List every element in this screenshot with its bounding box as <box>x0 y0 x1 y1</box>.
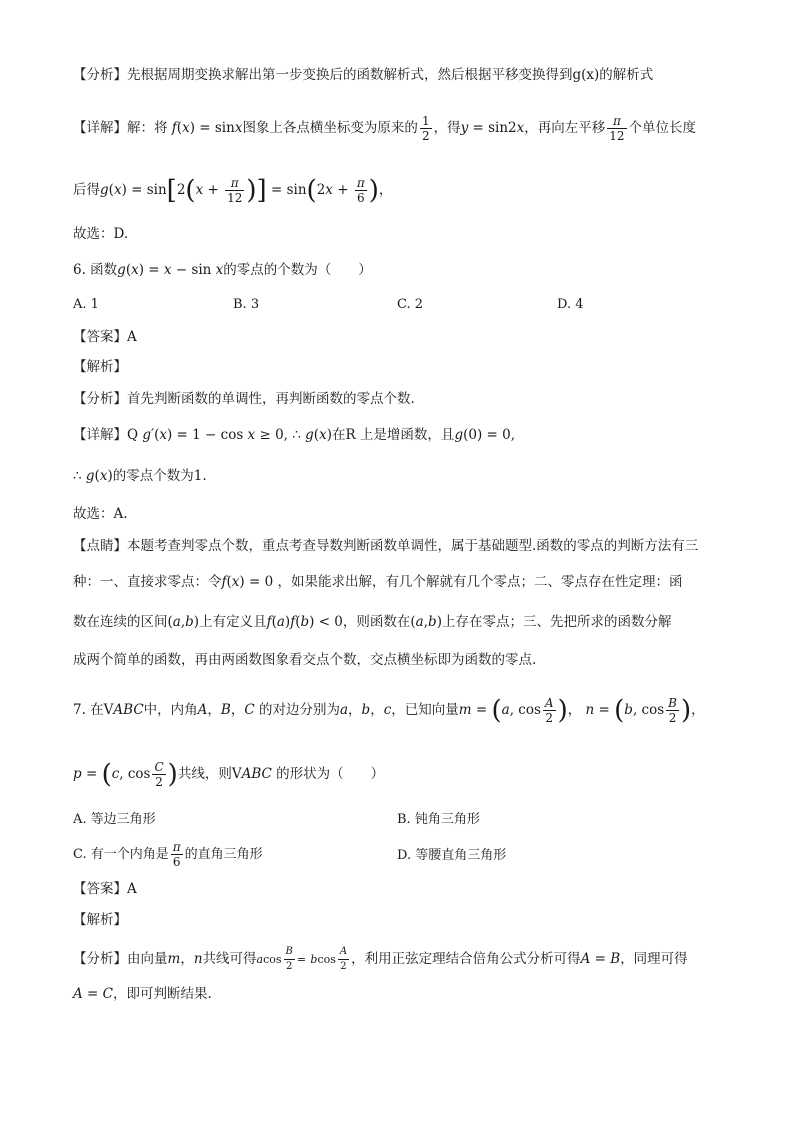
analysis-tag: 【分析】 <box>73 951 127 967</box>
frac-one-half: $\frac{1}{2}$ <box>421 114 430 143</box>
q7-stem-line2: p = (c, cos $\frac{C}{2}$ )共线，则VABC 的形状为（ ） <box>73 759 385 790</box>
q6-comment-2b: ，如果能求出解，有几个解就有几个零点；二、零点存在性定理：函 <box>277 574 683 590</box>
q7-stem-a: 7. 在 <box>73 702 104 718</box>
q7-stem-c: 的对边分别为 <box>258 702 340 718</box>
q6-analysis-line <box>73 390 415 408</box>
q7-analysis-line1: 【分析】由向量m，n共线可得acos $\frac{B}{2}$ = bcos $\frac{A}{2}$ ，利用正弦定理结合倍角公式分析可得A = B，同理可得 <box>73 946 688 972</box>
frac-pi-12: $\frac{\pi}{12}$ <box>609 114 625 143</box>
detail-tag: 【详解】 <box>73 427 127 443</box>
q7-option-c: C. 有一个内角是 $\frac{\pi}{6}$ 的直角三角形 <box>73 840 263 869</box>
analysis-tag: 【分析】 <box>73 391 127 407</box>
q6-comment-3a: 数在连续的区间 <box>73 614 168 630</box>
q6-option-d: D. 4 <box>557 297 584 312</box>
detail-tag: 【详解】 <box>73 120 127 136</box>
comment-tag: 【点睛】 <box>73 538 127 554</box>
q6-comment-line3: 数在连续的区间(a,b)上有定义且f(a)f(b) < 0，则函数在(a,b)上存在零点；三、先把所求的函数分解 <box>73 614 672 630</box>
q7-analysis-b: 共线可得 <box>202 951 257 967</box>
q6-option-a: A. 1 <box>73 297 99 312</box>
q6-conclusion: 的零点个数为1. <box>112 468 207 484</box>
q5-detail-e: 个单位长度 <box>628 120 697 136</box>
q7-analysis-c: ，利用正弦定理结合倍角公式分析可得 <box>351 951 581 967</box>
q6-stem-suffix: 的零点的个数为（ ） <box>223 262 372 278</box>
q7-answer-line <box>73 880 137 898</box>
q7-option-d: D. 等腰直角三角形 <box>397 848 507 863</box>
q6-answer-line <box>73 328 137 346</box>
q7-stem-e: 共线，则 <box>177 766 232 782</box>
q6-comment-line2: 种：一、直接求零点：令f(x) = 0 ，如果能求出解，有几个解就有几个零点；二、零点存在性定理：函 <box>73 574 683 590</box>
q7-analysis-e: ，即可判断结果. <box>113 986 212 1002</box>
q6-choose: 故选：A. <box>73 506 128 522</box>
q7-explain-tag: 【解析】 <box>73 912 127 928</box>
q7-stem-line1: 7. 在VABC中，内角A，B，C 的对边分别为a，b，c，已知向量m = (a, cos $\frac{A}{2}$ )， n = (b, cos $\frac{B}{2}$ )， <box>73 695 705 726</box>
q5-detail-a: 解：将 <box>127 120 168 136</box>
q7-analysis-a: 由向量 <box>127 951 168 967</box>
q5-analysis-line <box>73 66 653 84</box>
q6-answer: A <box>127 329 137 345</box>
q6-conclusion-line: ∴ g(x)的零点个数为1. <box>73 468 207 484</box>
q6-stem: 6. 函数g(x) = x − sin x的零点的个数为（ ） <box>73 262 372 278</box>
q5-result-line: 后得g(x) = sin[2(x + $\frac{\pi}{12}$ )] = sin(2x + $\frac{\pi}{6}$ )， <box>73 175 393 206</box>
q7-analysis-line2: A = C，即可判断结果. <box>73 986 212 1002</box>
math-fx: f <box>171 120 177 136</box>
q5-detail-c: ，得 <box>433 120 461 136</box>
q7-option-c-b: 的直角三角形 <box>184 847 263 862</box>
q6-stem-prefix: 6. 函数 <box>73 262 118 278</box>
q6-comment-3c: ，则函数在 <box>342 614 411 630</box>
q7-stem-f: 的形状为（ ） <box>276 766 385 782</box>
analysis-tag: 【分析】 <box>73 67 127 83</box>
q7-stem-b: 中，内角 <box>143 702 198 718</box>
q5-detail-line: 【详解】解：将 f(x) = sinx图象上各点横坐标变为原来的 $\frac{1}{2}$ ，得y = sin2x，再向左平移 $\frac{\pi}{12}$ 个单位长度 <box>73 114 697 143</box>
q5-analysis-text: 先根据周期变换求解出第一步变换后的函数解析式，然后根据平移变换得到g(x)的解析式 <box>127 67 654 83</box>
q6-comment-3d: 上存在零点；三、先把所求的函数分解 <box>441 614 672 630</box>
q7-analysis-d: ，同理可得 <box>620 951 688 967</box>
q5-choose: 故选：D. <box>73 226 129 242</box>
q5-after-prefix: 后得 <box>73 182 100 198</box>
q7-answer: A <box>127 881 137 897</box>
q6-detail-line: 【详解】Q g′(x) = 1 − cos x ≥ 0, ∴ g(x)在R 上是增函数，且g(0) = 0, <box>73 427 515 443</box>
q6-comment-2a: 种：一、直接求零点：令 <box>73 574 222 590</box>
q7-option-c-a: C. 有一个内角是 <box>73 847 169 862</box>
q7-option-a: A. 等边三角形 <box>73 812 156 827</box>
q6-comment-line1 <box>73 537 698 555</box>
q7-stem-d: ，已知向量 <box>391 702 459 718</box>
q6-option-c: C. 2 <box>397 297 424 312</box>
q7-option-b: B. 钝角三角形 <box>397 812 480 827</box>
answer-tag: 【答案】 <box>73 329 127 345</box>
q6-explain-tag: 【解析】 <box>73 359 127 375</box>
answer-tag: 【答案】 <box>73 881 127 897</box>
q6-analysis-text: 首先判断函数的单调性，再判断函数的零点个数. <box>127 391 415 407</box>
q5-detail-d: ，再向左平移 <box>524 120 606 136</box>
q6-comment-text1: 本题考查判零点个数，重点考查导数判断函数单调性，属于基础题型.函数的零点的判断方法有三 <box>127 538 699 554</box>
q6-comment-3b: 上有定义且 <box>199 614 267 630</box>
q6-option-b: B. 3 <box>233 297 260 312</box>
q6-comment-line4: 成两个简单的函数，再由两函数图象看交点个数，交点横坐标即为函数的零点. <box>73 652 537 668</box>
q5-detail-b: 图象上各点横坐标变为原来的 <box>242 120 418 136</box>
q6-detail-text: 在R 上是增函数，且 <box>331 427 455 443</box>
